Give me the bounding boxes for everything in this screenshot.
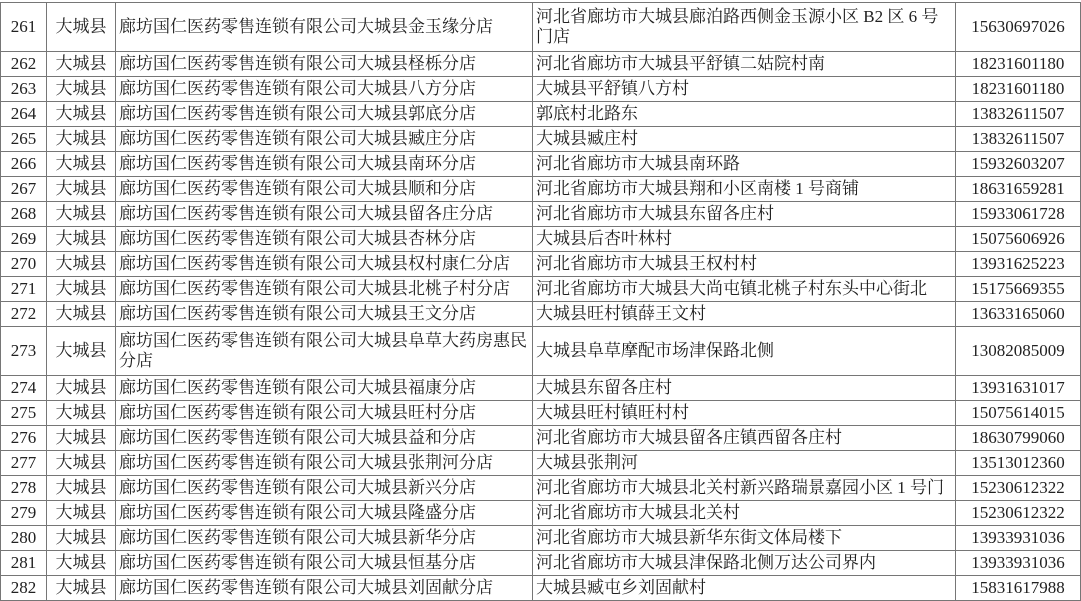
row-number-cell: 277 [1, 451, 47, 476]
address-cell: 河北省廊坊市大城县新华东街文体局楼下 [533, 526, 956, 551]
phone-cell: 15932603207 [956, 152, 1081, 177]
store-name-cell: 廊坊国仁医药零售连锁有限公司大城县金玉缘分店 [116, 3, 533, 52]
address-cell: 河北省廊坊市大城县北关村 [533, 501, 956, 526]
address-cell: 河北省廊坊市大城县津保路北侧万达公司界内 [533, 551, 956, 576]
table-row [1, 401, 1081, 426]
store-table-body [1, 3, 1081, 601]
store-name-cell: 廊坊国仁医药零售连锁有限公司大城县杏林分店 [116, 227, 533, 252]
phone-cell: 13832611507 [956, 102, 1081, 127]
table-row [1, 526, 1081, 551]
phone-cell: 18231601180 [956, 77, 1081, 102]
row-number-cell: 274 [1, 376, 47, 401]
table-row [1, 302, 1081, 327]
store-name-cell: 廊坊国仁医药零售连锁有限公司大城县益和分店 [116, 426, 533, 451]
address-cell: 大城县旺村镇旺村村 [533, 401, 956, 426]
county-cell: 大城县 [47, 401, 116, 426]
store-name-cell: 廊坊国仁医药零售连锁有限公司大城县臧庄分店 [116, 127, 533, 152]
table-row [1, 501, 1081, 526]
county-cell: 大城县 [47, 277, 116, 302]
table-row [1, 3, 1081, 52]
row-number-cell: 261 [1, 3, 47, 52]
address-cell: 河北省廊坊市大城县北关村新兴路瑞景嘉园小区 1 号门 [533, 476, 956, 501]
phone-cell: 15933061728 [956, 202, 1081, 227]
address-cell: 河北省廊坊市大城县翔和小区南楼 1 号商铺 [533, 177, 956, 202]
row-number-cell: 263 [1, 77, 47, 102]
store-name-cell: 廊坊国仁医药零售连锁有限公司大城县隆盛分店 [116, 501, 533, 526]
address-cell: 大城县东留各庄村 [533, 376, 956, 401]
row-number-cell: 265 [1, 127, 47, 152]
phone-cell: 13933931036 [956, 526, 1081, 551]
phone-cell: 13633165060 [956, 302, 1081, 327]
county-cell: 大城县 [47, 152, 116, 177]
phone-cell: 13931625223 [956, 252, 1081, 277]
pharmacy-store-table [0, 2, 1081, 601]
row-number-cell: 268 [1, 202, 47, 227]
county-cell: 大城县 [47, 127, 116, 152]
address-cell: 河北省廊坊市大城县平舒镇二姑院村南 [533, 52, 956, 77]
store-name-cell: 廊坊国仁医药零售连锁有限公司大城县新兴分店 [116, 476, 533, 501]
row-number-cell: 279 [1, 501, 47, 526]
table-row [1, 451, 1081, 476]
row-number-cell: 270 [1, 252, 47, 277]
county-cell: 大城县 [47, 3, 116, 52]
phone-cell: 13933931036 [956, 551, 1081, 576]
store-name-cell: 廊坊国仁医药零售连锁有限公司大城县北桃子村分店 [116, 277, 533, 302]
county-cell: 大城县 [47, 551, 116, 576]
phone-cell: 15075614015 [956, 401, 1081, 426]
table-row [1, 551, 1081, 576]
row-number-cell: 276 [1, 426, 47, 451]
store-name-cell: 廊坊国仁医药零售连锁有限公司大城县阜草大药房惠民分店 [116, 327, 533, 376]
table-row [1, 476, 1081, 501]
store-name-cell: 廊坊国仁医药零售连锁有限公司大城县张荆河分店 [116, 451, 533, 476]
row-number-cell: 273 [1, 327, 47, 376]
phone-cell: 15075606926 [956, 227, 1081, 252]
county-cell: 大城县 [47, 227, 116, 252]
table-row [1, 102, 1081, 127]
row-number-cell: 271 [1, 277, 47, 302]
store-name-cell: 廊坊国仁医药零售连锁有限公司大城县福康分店 [116, 376, 533, 401]
county-cell: 大城县 [47, 501, 116, 526]
address-cell: 大城县张荆河 [533, 451, 956, 476]
store-name-cell: 廊坊国仁医药零售连锁有限公司大城县刘固献分店 [116, 576, 533, 601]
phone-cell: 18231601180 [956, 52, 1081, 77]
row-number-cell: 264 [1, 102, 47, 127]
phone-cell: 18631659281 [956, 177, 1081, 202]
row-number-cell: 281 [1, 551, 47, 576]
table-row [1, 127, 1081, 152]
phone-cell: 13931631017 [956, 376, 1081, 401]
county-cell: 大城县 [47, 252, 116, 277]
table-row [1, 77, 1081, 102]
county-cell: 大城县 [47, 52, 116, 77]
store-name-cell: 廊坊国仁医药零售连锁有限公司大城县留各庄分店 [116, 202, 533, 227]
table-row [1, 152, 1081, 177]
phone-cell: 13513012360 [956, 451, 1081, 476]
county-cell: 大城县 [47, 526, 116, 551]
county-cell: 大城县 [47, 77, 116, 102]
row-number-cell: 266 [1, 152, 47, 177]
address-cell: 河北省廊坊市大城县南环路 [533, 152, 956, 177]
county-cell: 大城县 [47, 202, 116, 227]
address-cell: 大城县臧庄村 [533, 127, 956, 152]
store-name-cell: 廊坊国仁医药零售连锁有限公司大城县柽栎分店 [116, 52, 533, 77]
address-cell: 河北省廊坊市大城县王权村村 [533, 252, 956, 277]
table-row [1, 227, 1081, 252]
table-row [1, 327, 1081, 376]
store-name-cell: 廊坊国仁医药零售连锁有限公司大城县顺和分店 [116, 177, 533, 202]
county-cell: 大城县 [47, 327, 116, 376]
store-name-cell: 廊坊国仁医药零售连锁有限公司大城县旺村分店 [116, 401, 533, 426]
phone-cell: 15175669355 [956, 277, 1081, 302]
store-name-cell: 廊坊国仁医药零售连锁有限公司大城县权村康仁分店 [116, 252, 533, 277]
address-cell: 大城县臧屯乡刘固献村 [533, 576, 956, 601]
table-row [1, 576, 1081, 601]
row-number-cell: 262 [1, 52, 47, 77]
address-cell: 大城县阜草摩配市场津保路北侧 [533, 327, 956, 376]
store-name-cell: 廊坊国仁医药零售连锁有限公司大城县新华分店 [116, 526, 533, 551]
address-cell: 大城县后杏叶林村 [533, 227, 956, 252]
row-number-cell: 272 [1, 302, 47, 327]
table-row [1, 277, 1081, 302]
phone-cell: 13832611507 [956, 127, 1081, 152]
county-cell: 大城县 [47, 476, 116, 501]
county-cell: 大城县 [47, 426, 116, 451]
store-name-cell: 廊坊国仁医药零售连锁有限公司大城县王文分店 [116, 302, 533, 327]
phone-cell: 15831617988 [956, 576, 1081, 601]
address-cell: 大城县平舒镇八方村 [533, 77, 956, 102]
table-row [1, 376, 1081, 401]
phone-cell: 13082085009 [956, 327, 1081, 376]
store-name-cell: 廊坊国仁医药零售连锁有限公司大城县恒基分店 [116, 551, 533, 576]
phone-cell: 15230612322 [956, 501, 1081, 526]
row-number-cell: 282 [1, 576, 47, 601]
phone-cell: 18630799060 [956, 426, 1081, 451]
row-number-cell: 280 [1, 526, 47, 551]
table-row [1, 202, 1081, 227]
county-cell: 大城县 [47, 177, 116, 202]
table-row [1, 252, 1081, 277]
store-name-cell: 廊坊国仁医药零售连锁有限公司大城县郭底分店 [116, 102, 533, 127]
table-row [1, 52, 1081, 77]
address-cell: 大城县旺村镇薛王文村 [533, 302, 956, 327]
row-number-cell: 267 [1, 177, 47, 202]
phone-cell: 15230612322 [956, 476, 1081, 501]
county-cell: 大城县 [47, 451, 116, 476]
address-cell: 郭底村北路东 [533, 102, 956, 127]
store-name-cell: 廊坊国仁医药零售连锁有限公司大城县南环分店 [116, 152, 533, 177]
address-cell: 河北省廊坊市大城县大尚屯镇北桃子村东头中心街北 [533, 277, 956, 302]
address-cell: 河北省廊坊市大城县东留各庄村 [533, 202, 956, 227]
county-cell: 大城县 [47, 102, 116, 127]
phone-cell: 15630697026 [956, 3, 1081, 52]
county-cell: 大城县 [47, 302, 116, 327]
row-number-cell: 269 [1, 227, 47, 252]
row-number-cell: 278 [1, 476, 47, 501]
table-row [1, 426, 1081, 451]
row-number-cell: 275 [1, 401, 47, 426]
store-name-cell: 廊坊国仁医药零售连锁有限公司大城县八方分店 [116, 77, 533, 102]
county-cell: 大城县 [47, 576, 116, 601]
county-cell: 大城县 [47, 376, 116, 401]
address-cell: 河北省廊坊市大城县留各庄镇西留各庄村 [533, 426, 956, 451]
address-cell: 河北省廊坊市大城县廊泊路西侧金玉源小区 B2 区 6 号门店 [533, 3, 956, 52]
table-row [1, 177, 1081, 202]
